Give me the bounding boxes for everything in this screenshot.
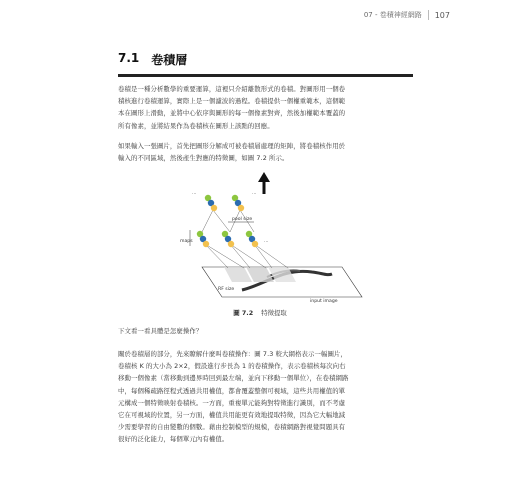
figure-number: 圖 7.2: [233, 309, 254, 317]
up-arrow-icon: [258, 172, 270, 182]
ellipsis-upper: ...: [252, 191, 257, 196]
section-title: 卷積層: [151, 53, 188, 67]
figure-caption: [0, 308, 520, 317]
input-image-label: input image: [310, 299, 338, 304]
pool-size-label: pool size: [232, 217, 253, 222]
paragraph-intro: [118, 83, 413, 132]
text-line: 積核進行卷積運算，實際上是一個濾波的過程。卷積提供一個權重範本，這個範: [118, 97, 346, 106]
text-line: 本在圖形上滑動，並將中心依序與圖形的每一個像素對齊，然後加權範本覆蓋的: [118, 109, 346, 118]
text-line: 下文看一看具體是怎麼操作？: [118, 327, 203, 335]
section-heading: [118, 51, 413, 77]
ellipsis-lower: ...: [264, 239, 269, 244]
text-line: 關於卷積層的部分，先來瞭解什麼叫卷積操作：圖 7.3 較大網格表示一幅圖片，: [118, 350, 347, 358]
text-line: 卷積是一種分析數學的重要運算，這裡只介紹離散形式的卷積。對圖形用一個卷: [118, 85, 346, 93]
text-line: 卷積核 K 的大小為 2×2，假設進行步長為 1 的卷積操作，表示卷積核每次向右: [118, 362, 346, 371]
figure-diagram: [172, 172, 372, 307]
text-line: 輸入的不同區域，然後產生對應的特徵圖，如圖 7.2 所示。: [118, 154, 289, 163]
section-number: 7.1: [118, 51, 140, 65]
paragraph-question: [118, 325, 413, 337]
feature-extraction-figure: [172, 172, 372, 307]
header-divider: [428, 10, 429, 20]
paragraph-convolution: [118, 348, 413, 446]
text-line: 所有像素，並將結果作為卷積核在圖形上該點的回應。: [118, 121, 274, 130]
text-line: 它在可視域的位置，另一方面，權值共用能更有效地提取特徵，因為它大幅地減: [118, 411, 346, 420]
text-line: 元構成一個特徵映射卷積核。一方面，重複單元能夠對特徵進行識別，而不考慮: [118, 398, 346, 407]
ellipsis-left: ...: [192, 191, 197, 196]
lower-layer-neurons: [197, 231, 258, 247]
rf-size-label: RF size: [218, 287, 235, 292]
paragraph-feature-map: [118, 140, 413, 164]
chapter-title: 07 - 卷積神經網路: [363, 11, 422, 19]
figure-caption-text: 特徵提取: [261, 309, 287, 317]
text-line: 少需要學習的自由變數的個數。藉由控制模型的規模，卷積網路對視覺問題具有: [118, 423, 346, 432]
text-line: 很好的泛化能力，每個單元內有權值。: [118, 435, 229, 444]
text-line: 移動一個像素（當移動到邊界時回到最左端，並向下移動一個單位），在卷積網路: [118, 374, 349, 383]
maps-label: maps: [180, 239, 193, 244]
running-header: [364, 10, 450, 20]
text-line: 如果輸入一張圖片，首先把圖形分解成可被卷積層處理的矩陣，將卷積核作用於: [118, 142, 346, 150]
text-line: 中，每個稀疏路徑程式透過共用權值，都會覆蓋整個可視域，這些共用權值的單: [118, 386, 346, 395]
upper-layer-neurons: [205, 195, 244, 211]
page-number: 107: [434, 10, 450, 20]
